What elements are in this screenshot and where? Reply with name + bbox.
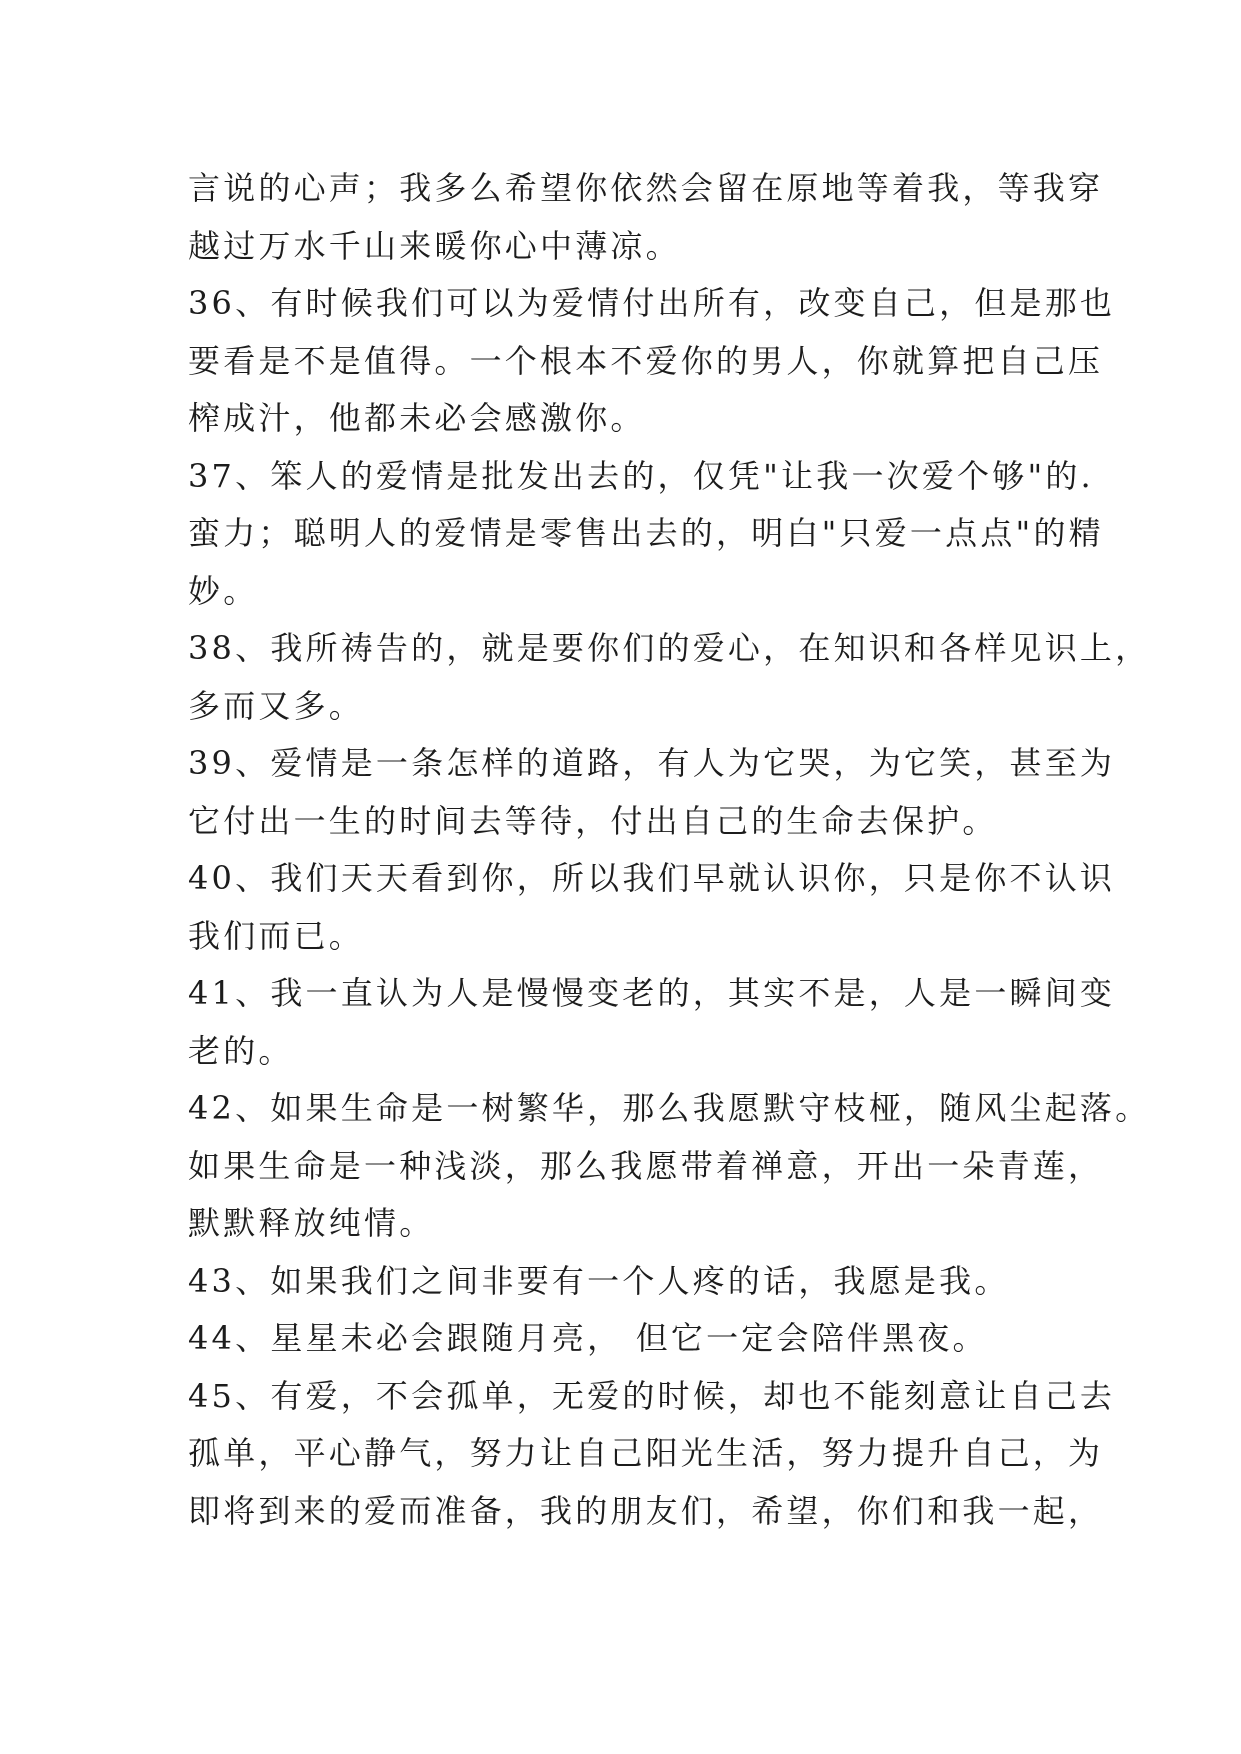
text-line: 言说的心声；我多么希望你依然会留在原地等着我，等我穿 [188, 169, 1104, 207]
text-line: 40、我们天天看到你，所以我们早就认识你，只是你不认识 [188, 859, 1116, 897]
text-line: 37、笨人的爱情是批发出去的，仅凭"让我一次爱个够"的. [188, 456, 1094, 495]
text-line: 榨成汁，他都未必会感激你。 [188, 399, 646, 437]
text-line: 我们而已。 [188, 916, 365, 955]
text-line: 如果生命是一种浅淡，那么我愿带着禅意，开出一朵青莲， [188, 1146, 1104, 1185]
text-line: 44、星星未必会跟随月亮， 但它一定会陪伴黑夜。 [188, 1319, 988, 1357]
text-line: 孤单，平心静气，努力让自己阳光生活，努力提升自己，为 [188, 1434, 1104, 1472]
text-line: 38、我所祷告的，就是要你们的爱心，在知识和各样见识上， [188, 629, 1151, 667]
text-line: 老的。 [188, 1031, 294, 1070]
text-line: 45、有爱，不会孤单，无爱的时候，却也不能刻意让自己去 [188, 1376, 1116, 1415]
document-body [188, 160, 1151, 1540]
text-line: 越过万水千山来暖你心中薄凉。 [188, 226, 681, 265]
text-line: 41、我一直认为人是慢慢变老的，其实不是，人是一瞬间变 [188, 974, 1116, 1012]
text-line: 蛮力；聪明人的爱情是零售出去的，明白"只爱一点点"的精 [188, 514, 1104, 552]
text-line: 妙。 [188, 571, 259, 610]
text-line: 43、如果我们之间非要有一个人疼的话，我愿是我。 [188, 1261, 1010, 1300]
text-line: 42、如果生命是一树繁华，那么我愿默守枝桠，随风尘起落。 [188, 1089, 1151, 1127]
text-line: 默默释放纯情。 [188, 1204, 435, 1242]
text-line: 它付出一生的时间去等待，付出自己的生命去保护。 [188, 801, 998, 840]
text-line: 36、有时候我们可以为爱情付出所有，改变自己，但是那也 [188, 284, 1116, 322]
text-line: 多而又多。 [188, 686, 365, 725]
text-line: 39、爱情是一条怎样的道路，有人为它哭，为它笑，甚至为 [188, 744, 1116, 782]
text-line: 即将到来的爱而准备，我的朋友们，希望，你们和我一起， [188, 1491, 1104, 1530]
text-line: 要看是不是值得。一个根本不爱你的男人，你就算把自己压 [188, 341, 1104, 380]
